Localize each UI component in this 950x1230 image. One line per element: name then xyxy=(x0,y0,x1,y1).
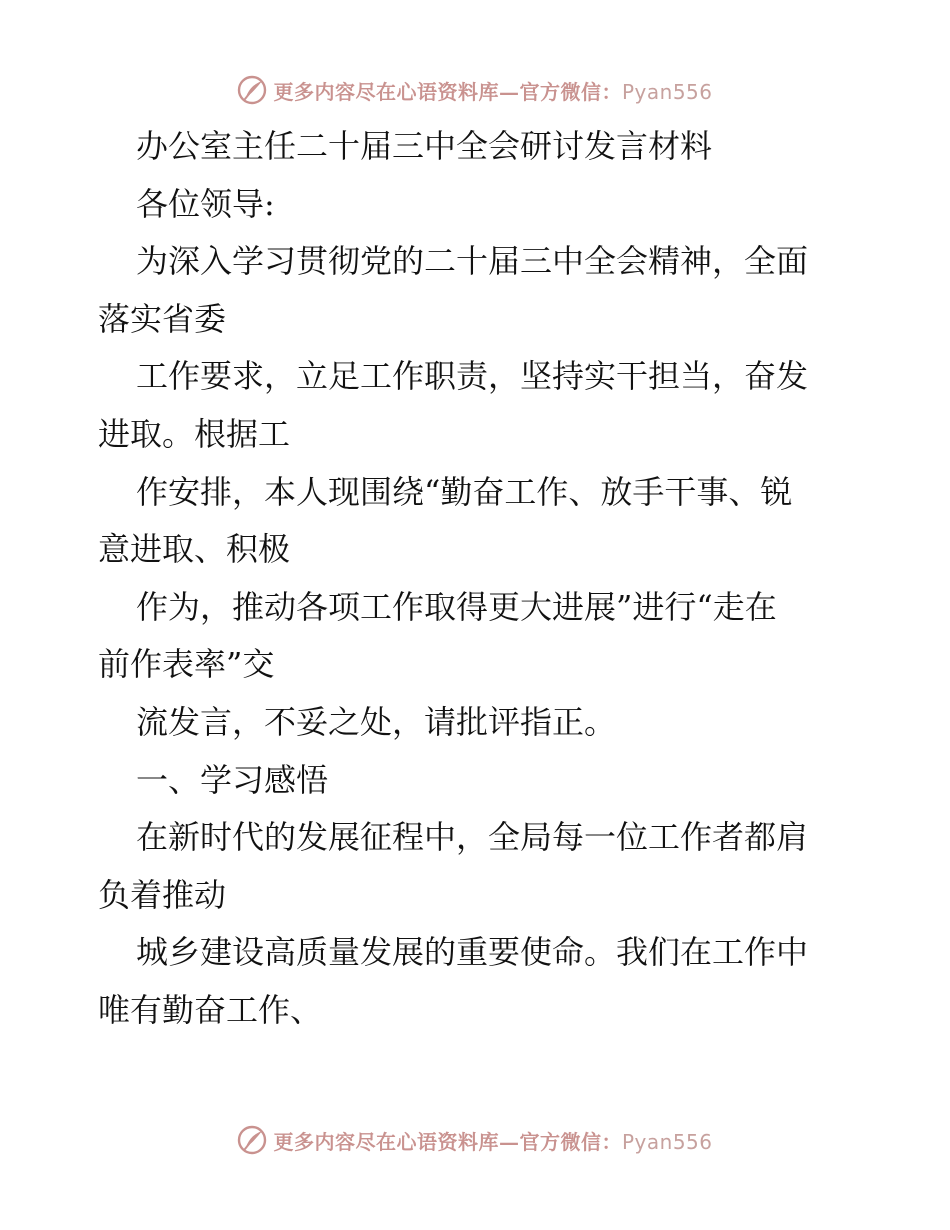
paragraph-line: 作安排，本人现围绕“勤奋工作、放手干事、锐 xyxy=(136,472,793,511)
paragraph-line: 流发言，不妥之处，请批评指正。 xyxy=(136,702,617,741)
section-heading: 一、学习感悟 xyxy=(136,760,329,799)
paragraph-line: 在新时代的发展征程中，全局每一位工作者都肩 xyxy=(136,818,809,857)
watermark-footer xyxy=(0,1120,950,1160)
paragraph-line: 前作表率”交 xyxy=(98,645,275,684)
quill-logo-icon xyxy=(237,1125,267,1155)
paragraph-line: 工作要求，立足工作职责，坚持实干担当，奋发 xyxy=(136,357,809,396)
paragraph-line: 唯有勤奋工作、 xyxy=(98,990,323,1029)
watermark-text: 更多内容尽在心语资料库—官方微信：Pyan556 xyxy=(273,79,713,104)
paragraph-line: 进取。根据工 xyxy=(98,414,291,453)
quill-logo-icon xyxy=(237,75,267,105)
paragraph-line: 作为，推动各项工作取得更大进展”进行“走在 xyxy=(136,587,777,626)
paragraph-line: 城乡建设高质量发展的重要使命。我们在工作中 xyxy=(136,933,809,972)
paragraph-line: 意进取、积极 xyxy=(98,530,291,569)
document-body xyxy=(98,118,858,1040)
document-title: 办公室主任二十届三中全会研讨发言材料 xyxy=(136,127,713,165)
salutation: 各位领导: xyxy=(136,184,275,223)
paragraph-line: 落实省委 xyxy=(98,299,227,338)
paragraph-line: 为深入学习贯彻党的二十届三中全会精神，全面 xyxy=(136,242,809,281)
paragraph-line: 负着推动 xyxy=(98,875,227,914)
watermark-text: 更多内容尽在心语资料库—官方微信：Pyan556 xyxy=(273,1129,713,1154)
watermark-header xyxy=(0,70,950,110)
